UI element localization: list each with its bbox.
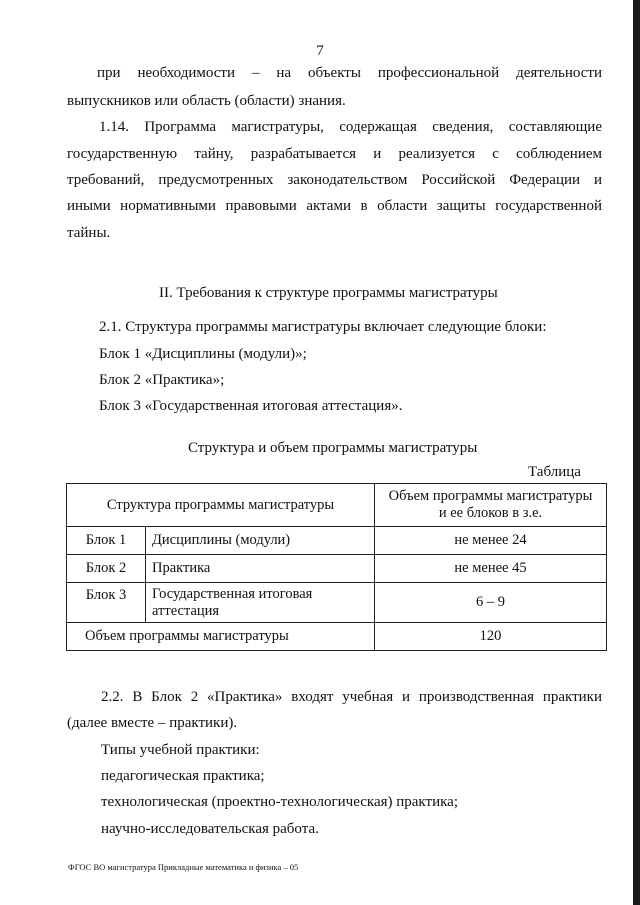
paragraph-114-line4: иными нормативными правовыми актами в области защиты государственной bbox=[67, 198, 602, 214]
paragraph-114-line5: тайны. bbox=[67, 225, 111, 241]
paragraph-top-line1: при необходимости – на объекты профессиональной деятельности bbox=[97, 65, 602, 81]
table-header-volume-line1: Объем программы магистратуры bbox=[388, 488, 593, 504]
table-cell-block: Блок 1 bbox=[67, 527, 146, 555]
table-cell-block: Блок 2 bbox=[67, 555, 146, 583]
paragraph-114-line3: требований, предусмотренных законодательством Российской Федерации и bbox=[67, 172, 602, 188]
table-cell-block: Блок 3 bbox=[67, 583, 146, 623]
table-header-volume bbox=[375, 484, 607, 527]
paragraph-22-line2: (далее вместе – практики). bbox=[67, 715, 238, 731]
paragraph-114-line1: 1.14. Программа магистратуры, содержащая сведения, составляющие bbox=[99, 119, 602, 135]
table-title: Структура и объем программы магистратуры bbox=[188, 440, 478, 456]
table-row bbox=[67, 527, 607, 555]
table-header-volume-line2: и ее блоков в з.е. bbox=[438, 505, 543, 521]
block-3-item: Блок 3 «Государственная итоговая аттестация». bbox=[99, 398, 403, 414]
table-cell-name: Практика bbox=[146, 555, 375, 583]
practice-types-heading: Типы учебной практики: bbox=[101, 742, 260, 758]
table-cell-name: Государственная итоговая аттестация bbox=[146, 583, 375, 623]
block-1-item: Блок 1 «Дисциплины (модули)»; bbox=[99, 346, 307, 362]
structure-table bbox=[66, 483, 607, 651]
practice-type-item: научно-исследовательская работа. bbox=[101, 821, 319, 837]
table-cell-volume: не менее 45 bbox=[375, 555, 607, 583]
paragraph-top-line2: выпускников или область (области) знания. bbox=[67, 93, 346, 109]
practice-type-item: технологическая (проектно-технологическая) практика; bbox=[101, 794, 458, 810]
section-heading: II. Требования к структуре программы магистратуры bbox=[159, 285, 498, 301]
table-total-value: 120 bbox=[375, 623, 607, 651]
table-cell-volume: 6 – 9 bbox=[375, 583, 607, 623]
page-footer: ФГОС ВО магистратура Прикладные математика и физика – 05 bbox=[68, 862, 299, 872]
table-label: Таблица bbox=[528, 464, 581, 480]
table-row bbox=[67, 555, 607, 583]
table-row bbox=[67, 583, 607, 623]
paragraph-114-line2: государственную тайну, разрабатывается и реализуется с соблюдением bbox=[67, 146, 602, 162]
practice-type-item: педагогическая практика; bbox=[101, 768, 265, 784]
table-cell-volume: не менее 24 bbox=[375, 527, 607, 555]
paragraph-22-line1: 2.2. В Блок 2 «Практика» входят учебная и производственная практики bbox=[101, 689, 602, 705]
page-number: 7 bbox=[316, 43, 324, 59]
table-cell-name: Дисциплины (модули) bbox=[146, 527, 375, 555]
paragraph-21: 2.1. Структура программы магистратуры включает следующие блоки: bbox=[99, 319, 547, 335]
block-2-item: Блок 2 «Практика»; bbox=[99, 372, 225, 388]
table-total-label: Объем программы магистратуры bbox=[67, 623, 375, 651]
table-header-structure: Структура программы магистратуры bbox=[67, 484, 375, 527]
scan-edge bbox=[633, 0, 640, 905]
table-row-total bbox=[67, 623, 607, 651]
